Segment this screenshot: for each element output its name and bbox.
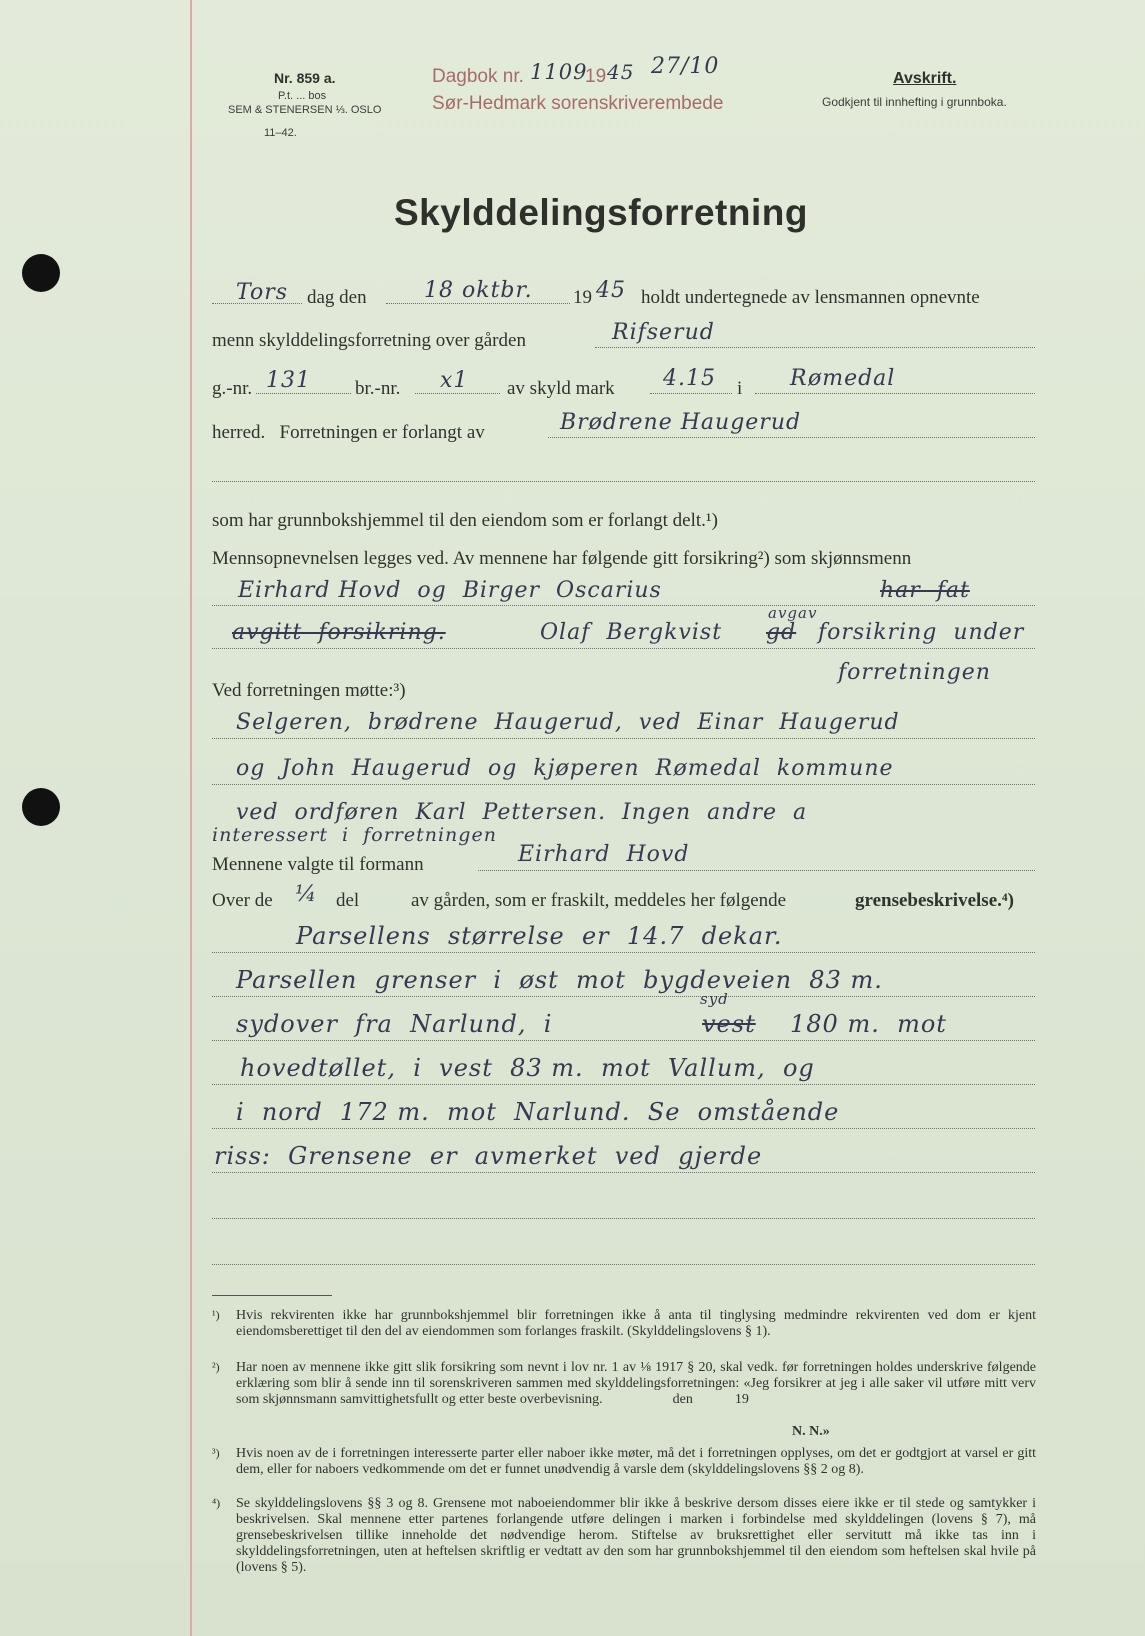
forsikring-line-3: forretningen (838, 660, 991, 685)
dagbok-year-prefix: 19 (585, 66, 607, 87)
desc-line-4: hovedtøllet, i vest 83 m. mot Vallum, og (240, 1054, 815, 1082)
dagbok-date: 27/10 (651, 54, 720, 79)
mote-line-1: Selgeren, brødrene Haugerud, ved Einar Haugerud (236, 710, 900, 735)
desc-line-1: Parsellens størrelse er 14.7 dekar. (296, 922, 783, 950)
footnote-2-signature: N. N.» (792, 1424, 830, 1439)
rule (212, 481, 1035, 482)
rule (256, 393, 351, 394)
rule (212, 1264, 1035, 1265)
dagbok-label: Dagbok nr. (432, 66, 524, 87)
mote-line-4: interessert i forretningen (212, 824, 497, 846)
dag-den-label: dag den (307, 287, 367, 308)
rule (212, 1040, 1035, 1041)
del-label: del (336, 890, 360, 911)
printer-line-1: P.t. ... bos (278, 90, 327, 102)
mote-line-2: og John Haugerud og kjøperen Rømedal kommune (236, 756, 894, 781)
footnote-1-number: ¹) (212, 1308, 220, 1322)
requester: Brødrene Haugerud (560, 410, 802, 435)
date-written: 18 oktbr. (424, 278, 533, 303)
rule (212, 784, 1035, 785)
margin-line (190, 0, 192, 1636)
avskrift-note: Godkjent til innhefting i grunnboka. (822, 95, 1007, 109)
herred-value: Rømedal (790, 366, 896, 391)
punch-hole-top (22, 254, 60, 292)
weekday: Tors (236, 280, 289, 305)
dagbok-number: 1109 (530, 60, 588, 84)
footnote-3-number: ³) (212, 1446, 220, 1460)
footnote-4-number: ⁴) (212, 1496, 221, 1510)
rule (478, 870, 1035, 871)
formann-label: Mennene valgte til formann (212, 854, 424, 875)
rule (212, 996, 1035, 997)
punch-hole-bottom (22, 788, 60, 826)
mote-label: Ved forretningen møtte:³) (212, 680, 406, 701)
line7-text: Mennsopnevnelsen legges ved. Av mennene har følgende gitt forsikring²) som skjønnsmenn (212, 548, 912, 569)
avskrift-label: Avskrift. (893, 70, 957, 87)
desc-line-5: i nord 172 m. mot Narlund. Se omstående (236, 1098, 840, 1126)
grense-bold: grensebeskrivelse. (855, 890, 1002, 911)
dagbok-year-suffix: 45 (607, 60, 635, 84)
skyld-label: av skyld mark (507, 378, 615, 399)
grense-label (855, 890, 1014, 912)
desc-line-3-insert: syd (700, 990, 729, 1008)
desc-line-6: riss: Grensene er avmerket ved gjerde (214, 1142, 763, 1170)
rule (212, 605, 1035, 606)
forsikring-line-1-struck: har fat (880, 578, 970, 603)
forsikring-line-2-struck-b: gd (766, 620, 797, 645)
office-stamp: Sør-Hedmark sorenskriverembede (432, 93, 724, 114)
grense-footnote-ref: ⁴) (1001, 890, 1014, 911)
printer-line-2: SEM & STENERSEN ⅓. OSLO (228, 104, 382, 116)
footnote-1-text: Hvis rekvirenten ikke har grunnbokshjemmel blir forretningen ikke å anta til tinglysing medmindre rekvirenten ved dom er kjent eiendomsberettiget til den del av eiendommen som forlanges fraskilt. (Skylddelingslovens § 1). (236, 1308, 1036, 1339)
rule (755, 393, 1035, 394)
brnr-label: br.-nr. (355, 378, 401, 399)
rule (595, 347, 1035, 348)
line2-text: menn skylddelingsforretning over gården (212, 330, 526, 351)
forsikring-line-1: Eirhard Hovd og Birger Oscarius (238, 578, 662, 603)
footnote-2-text: Har noen av mennene ikke gitt slik forsikring som nevnt i lov nr. 1 av ⅛ 1917 § 20, skal vedk. før forretningen holdes underskrive følgende erklæring som blir å sende inn til sorenskriveren sammen med skylddelingsforretningen: «Jeg forsikrer at jeg i alle saker vil utføre mitt verv som skjønnsmann samvittighetsfullt og etter beste overbevisning. den 19 (236, 1360, 1040, 1407)
formann-name: Eirhard Hovd (518, 842, 690, 867)
page-title: Skylddelingsforretning (394, 192, 808, 233)
printer-line-3: 11–42. (264, 127, 297, 139)
forsikring-line-2-struck: avgitt forsikring. (232, 620, 446, 645)
line4-text: herred. Forretningen er forlangt av (212, 422, 485, 443)
rule (212, 303, 302, 304)
farm-name: Rifserud (612, 320, 715, 345)
brnr-value: x1 (440, 368, 469, 393)
rule (212, 1172, 1035, 1173)
line1-text: holdt undertegnede av lensmannen opnevnte (641, 287, 980, 308)
desc-line-3-struck: vest (702, 1010, 756, 1038)
footnote-separator (212, 1295, 332, 1296)
rule (548, 437, 1035, 438)
rule (650, 393, 732, 394)
del-fraction: ¼ (295, 882, 318, 907)
rule (212, 1128, 1035, 1129)
gnr-label: g.-nr. (212, 378, 253, 399)
gnr-value: 131 (266, 368, 311, 393)
desc-line-2: Parsellen grenser i øst mot bygdeveien 83 m. (236, 966, 883, 994)
rule (415, 393, 500, 394)
over-de-label: Over de (212, 890, 273, 911)
rule (212, 1084, 1035, 1085)
desc-line-3b: 180 m. mot (790, 1010, 947, 1038)
form-number: Nr. 859 a. (274, 70, 336, 86)
rule (386, 303, 570, 304)
mote-line-3: ved ordføren Karl Pettersen. Ingen andre a (236, 800, 808, 825)
desc-line-3a: sydover fra Narlund, i (236, 1010, 553, 1038)
footnote-4-text: Se skylddelingslovens §§ 3 og 8. Grensene mot naboeiendommer blir ikke å beskrive dersom disses eiere ikke er til stede og samtykker i beskrivelsen. Skal mennene etter partenes forlangende utføre delingen i marken i forbindelse med skylddelingen (lovens § 7), må grensebeskrivelsen tillike inneholde det nødvendige herom. Stiftelse av bruksrettighet eller servitutt må ikke tas inn i skylddelingsforretningen, uten at heftelsen skriftlig er vedtatt av den som har grunnbokshjemmel til den eiendom som heftelsen skal hvile på (lovens § 5). (236, 1496, 1036, 1575)
footnote-2-number: ²) (212, 1360, 220, 1374)
year-written: 45 (596, 278, 626, 303)
year-prefix: 19 (573, 287, 592, 308)
line6-text: som har grunnbokshjemmel til den eiendom som er forlangt delt.¹) (212, 510, 718, 531)
rule (212, 648, 1035, 649)
avgav-insert: avgav (768, 604, 818, 622)
rule (212, 952, 1035, 953)
forsikring-line-2-end: forsikring under (818, 620, 1025, 645)
skyld-value: 4.15 (663, 366, 716, 391)
rule (212, 738, 1035, 739)
i-label: i (737, 378, 743, 399)
rule (212, 1218, 1035, 1219)
forsikring-line-2: Olaf Bergkvist (540, 620, 723, 645)
garden-text: av gården, som er fraskilt, meddeles her følgende (411, 890, 787, 911)
footnote-3-text: Hvis noen av de i forretningen interesserte parter eller naboer ikke møter, må det i forretningen opplyses, om det er godtgjort at varsel er gitt dem, eller for naboers vedkommende om det er funnet unødvendig å varsle dem (skylddelingslovens §§ 2 og 8). (236, 1446, 1036, 1477)
